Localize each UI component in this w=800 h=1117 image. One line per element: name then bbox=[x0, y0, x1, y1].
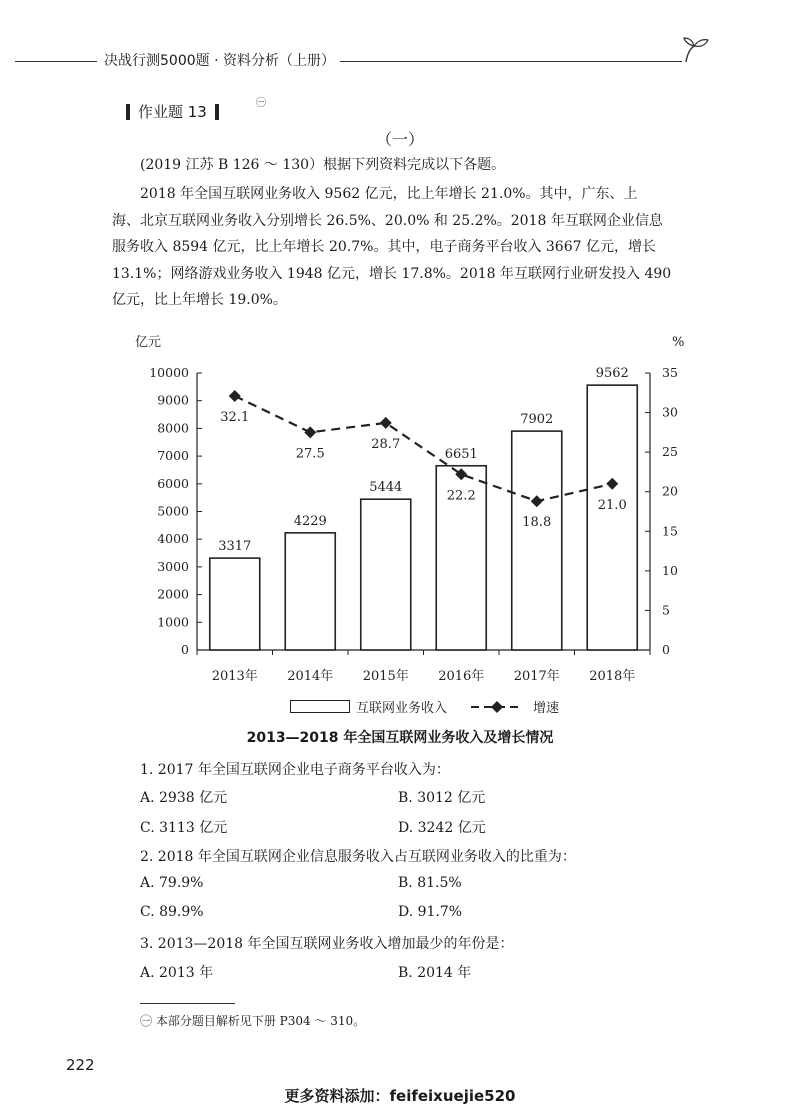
x-tick-label: 2016年 bbox=[438, 669, 485, 684]
y2-tick-label: 30 bbox=[662, 404, 678, 420]
question-3: 3. 2013—2018 年全国互联网业务收入增加最少的年份是： bbox=[140, 936, 514, 952]
chart-legend bbox=[290, 697, 559, 716]
y-tick-label: 10000 bbox=[149, 365, 189, 380]
y-tick-label: 7000 bbox=[157, 448, 189, 464]
x-tick-label: 2018年 bbox=[589, 669, 636, 684]
option-1d[interactable]: D. 3242 亿元 bbox=[398, 820, 486, 836]
footnote-mark: ㊀ bbox=[256, 98, 266, 109]
question-1: 1. 2017 年全国互联网企业电子商务平台收入为： bbox=[140, 762, 450, 778]
bar-2017年 bbox=[512, 431, 562, 650]
option-2c[interactable]: C. 89.9% bbox=[140, 904, 204, 920]
bar-label: 3317 bbox=[218, 539, 252, 555]
legend-bar-label: 互联网业务收入 bbox=[356, 701, 448, 716]
header-rule-right bbox=[340, 61, 682, 62]
revenue-growth-chart bbox=[120, 330, 700, 690]
y-tick-label: 2000 bbox=[157, 586, 189, 602]
y-tick-label: 3000 bbox=[157, 558, 189, 574]
bar-2018年 bbox=[587, 385, 637, 650]
growth-label: 21.0 bbox=[597, 497, 627, 513]
y-tick-label: 5000 bbox=[157, 503, 189, 519]
y-tick-label: 0 bbox=[181, 642, 189, 657]
bar-label: 9562 bbox=[595, 366, 629, 382]
legend-line-label: 增速 bbox=[533, 701, 560, 716]
growth-marker bbox=[304, 426, 316, 438]
chart-caption: 2013—2018 年全国互联网业务收入及增长情况 bbox=[246, 730, 554, 746]
growth-label: 27.5 bbox=[295, 446, 325, 462]
book-title: 决战行测5000题 · 资料分析（上册） bbox=[104, 53, 335, 69]
y-tick-label: 9000 bbox=[157, 392, 189, 408]
y-axis-unit: 亿元 bbox=[135, 335, 162, 350]
paragraph-line: 2018 年全国互联网业务收入 9562 亿元，比上年增长 21.0%。其中，广东、上 bbox=[140, 186, 638, 202]
option-1b[interactable]: B. 3012 亿元 bbox=[398, 790, 486, 806]
legend-line-swatch bbox=[469, 700, 525, 714]
x-tick-label: 2013年 bbox=[211, 669, 258, 684]
sprout-icon bbox=[680, 36, 710, 64]
section-title bbox=[126, 101, 219, 122]
growth-label: 28.7 bbox=[371, 436, 401, 452]
y2-tick-label: 35 bbox=[662, 365, 678, 380]
bar-label: 5444 bbox=[369, 480, 403, 496]
x-tick-label: 2017年 bbox=[513, 669, 560, 684]
growth-marker bbox=[380, 417, 392, 429]
growth-label: 32.1 bbox=[220, 409, 250, 425]
growth-label: 22.2 bbox=[446, 488, 476, 504]
header-rule-left bbox=[15, 61, 97, 62]
paragraph-line: 亿元，比上年增长 19.0%。 bbox=[112, 292, 287, 308]
paragraph-line: 海、北京互联网业务收入分别增长 26.5%、20.0% 和 25.2%。2018 年互联网企业信息 bbox=[112, 212, 663, 229]
footer-contact: 更多资料添加：feifeixuejie520 bbox=[284, 1087, 516, 1105]
title-bar-right bbox=[215, 104, 219, 120]
y2-tick-label: 5 bbox=[662, 602, 670, 618]
bar-2014年 bbox=[285, 533, 335, 650]
footnote: ㊀ 本部分题目解析见下册 P304 ～ 310。 bbox=[140, 1014, 366, 1028]
option-2b[interactable]: B. 81.5% bbox=[398, 875, 462, 891]
y2-tick-label: 10 bbox=[662, 562, 678, 578]
option-2a[interactable]: A. 79.9% bbox=[140, 875, 204, 891]
y-tick-label: 1000 bbox=[157, 614, 189, 630]
growth-marker bbox=[229, 390, 241, 402]
intro-line: (2019 江苏 B 126 ～ 130）根据下列资料完成以下各题。 bbox=[140, 157, 506, 173]
y2-tick-label: 15 bbox=[662, 523, 678, 539]
y2-tick-label: 20 bbox=[662, 483, 678, 499]
option-3a[interactable]: A. 2013 年 bbox=[140, 965, 214, 981]
paragraph-line: 13.1%；网络游戏业务收入 1948 亿元，增长 17.8%。2018 年互联网行业研发投入 490 bbox=[112, 265, 672, 282]
bar-2015年 bbox=[361, 499, 411, 650]
option-1a[interactable]: A. 2938 亿元 bbox=[140, 790, 228, 806]
y-tick-label: 4000 bbox=[157, 531, 189, 547]
bar-label: 4229 bbox=[293, 513, 327, 529]
x-tick-label: 2014年 bbox=[287, 669, 334, 684]
option-1c[interactable]: C. 3113 亿元 bbox=[140, 820, 228, 836]
title-bar-left bbox=[126, 104, 130, 120]
y-tick-label: 8000 bbox=[157, 420, 189, 436]
bar-label: 6651 bbox=[444, 446, 478, 462]
question-2: 2. 2018 年全国互联网企业信息服务收入占互联网业务收入的比重为： bbox=[140, 849, 576, 865]
growth-label: 18.8 bbox=[522, 515, 552, 531]
option-3b[interactable]: B. 2014 年 bbox=[398, 965, 472, 981]
bar-label: 7902 bbox=[520, 412, 554, 428]
footnote-rule bbox=[140, 1003, 235, 1004]
page-number: 222 bbox=[66, 1056, 95, 1074]
material-paragraph bbox=[112, 181, 700, 314]
section-title-text: 作业题 13 bbox=[138, 103, 207, 121]
legend-bar-swatch bbox=[290, 700, 350, 713]
option-2d[interactable]: D. 91.7% bbox=[398, 904, 463, 920]
paragraph-line: 服务收入 8594 亿元，比上年增长 20.7%。其中，电子商务平台收入 3667 亿元，增长 bbox=[112, 239, 656, 255]
bar-2013年 bbox=[210, 558, 260, 650]
x-tick-label: 2015年 bbox=[362, 669, 409, 684]
y2-axis-unit: % bbox=[672, 335, 685, 350]
y2-tick-label: 0 bbox=[662, 642, 670, 657]
sub-title: （一） bbox=[375, 130, 424, 149]
y2-tick-label: 25 bbox=[662, 444, 678, 460]
y-tick-label: 6000 bbox=[157, 475, 189, 491]
